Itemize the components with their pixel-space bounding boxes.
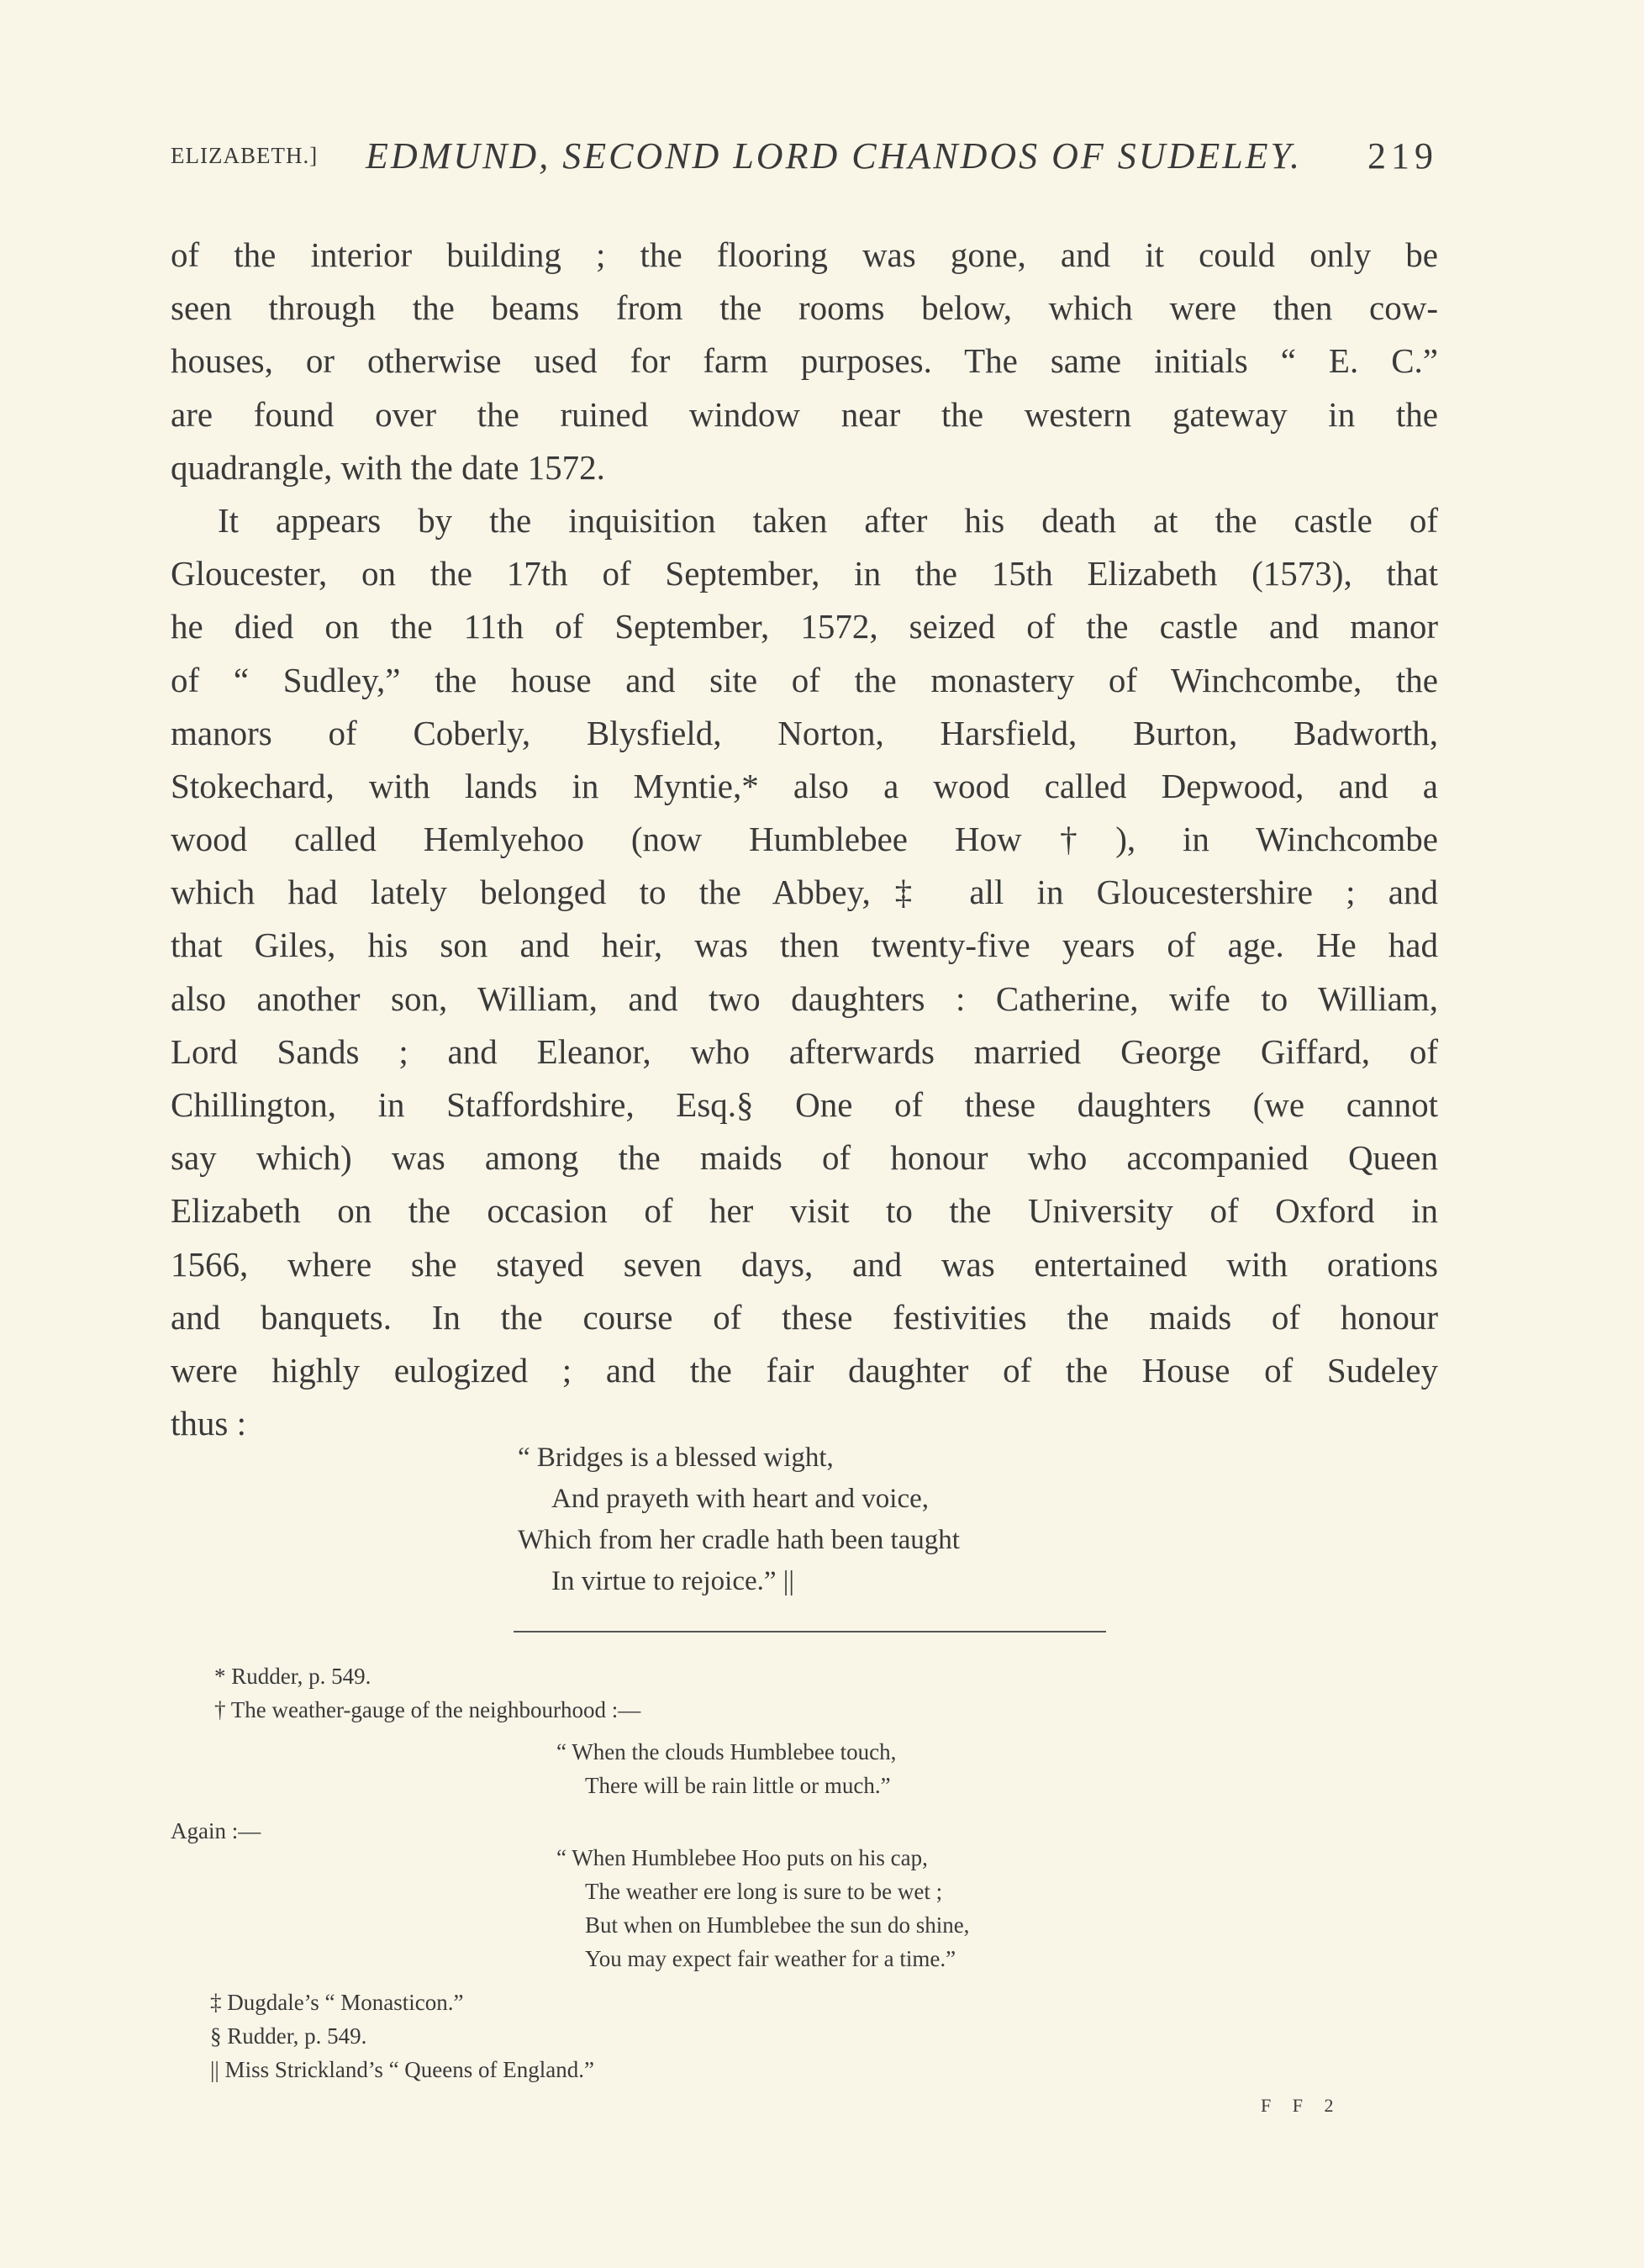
body-line: seen through the beams from the rooms below, which were then cow- — [171, 288, 1438, 328]
signature-mark: F F 2 — [1261, 2095, 1342, 2116]
verse-line: And prayeth with heart and voice, — [551, 1484, 930, 1514]
footnote-verse-1 — [556, 1735, 896, 1802]
verse-line: “ Bridges is a blessed wight, — [518, 1443, 834, 1473]
footnote: ‡ Dugdale’s “ Monasticon.” — [210, 1990, 464, 2015]
body-line: that Giles, his son and heir, was then twenty-five years of age. He had — [171, 926, 1438, 965]
body-line: manors of Coberly, Blysfield, Norton, Harsfield, Burton, Badworth, — [171, 713, 1438, 752]
body-line: Chillington, in Staffordshire, Esq.§ One of these daughters (we cannot — [171, 1085, 1438, 1124]
body-line: of “ Sudley,” the house and site of the monastery of Winchcombe, the — [171, 660, 1438, 699]
body-line: Lord Sands ; and Eleanor, who afterwards married George Giffard, of — [171, 1031, 1438, 1071]
body-line: which had lately belonged to the Abbey,‡ all in Gloucestershire ; and — [171, 873, 1438, 912]
page-number: 219 — [1367, 135, 1438, 177]
body-line: say which) was among the maids of honour who accompanied Queen — [171, 1138, 1438, 1178]
footnotes-bottom — [210, 1986, 594, 2086]
body-line: It appears by the inquisition taken after his death at the castle of — [218, 500, 1438, 540]
verse-line: In virtue to rejoice.” || — [551, 1566, 795, 1596]
body-line: Gloucester, on the 17th of September, in the 15th Elizabeth (1573), that — [171, 554, 1438, 593]
body-line: houses, or otherwise used for farm purposes. The same initials “ E. C.” — [171, 341, 1438, 381]
footnote-again: Again :— — [171, 1818, 261, 1843]
body-line: wood called Hemlyehoo (now Humblebee How†), in Winchcombe — [171, 820, 1438, 859]
footnote-verse-2 — [556, 1841, 969, 1975]
footnote: § Rudder, p. 549. — [210, 2023, 367, 2049]
body-line: also another son, William, and two daughters : Catherine, wife to William, — [171, 978, 1438, 1018]
verse-line: But when on Humblebee the sun do shine, — [585, 1912, 970, 1938]
quoted-verse — [518, 1437, 960, 1602]
footnote: * Rudder, p. 549. — [214, 1664, 371, 1689]
body-line: were highly eulogized ; and the fair daughter of the House of Sudeley — [171, 1350, 1438, 1390]
running-head-title: EDMUND, SECOND LORD CHANDOS OF SUDELEY. — [366, 135, 1302, 177]
body-line: quadrangle, with the date 1572. — [171, 447, 605, 487]
body-line: thus : — [171, 1404, 246, 1443]
body-line: are found over the ruined window near the western gateway in the — [171, 394, 1438, 434]
body-line: he died on the 11th of September, 1572, seized of the castle and manor — [171, 607, 1438, 646]
footnotes-top — [214, 1659, 640, 1727]
verse-line: The weather ere long is sure to be wet ; — [585, 1879, 943, 1904]
body-line: Stokechard, with lands in Myntie,* also a wood called Depwood, and a — [171, 766, 1438, 805]
body-text — [171, 229, 1438, 1450]
footnote: || Miss Strickland’s “ Queens of England.” — [210, 2057, 594, 2082]
footnote-divider — [514, 1631, 1106, 1632]
body-line: of the interior building ; the flooring was gone, and it could only be — [171, 235, 1438, 274]
footnote: † The weather-gauge of the neighbourhood :— — [214, 1697, 641, 1722]
body-line: 1566, where she stayed seven days, and was entertained with orations — [171, 1244, 1438, 1284]
body-line: Elizabeth on the occasion of her visit to the University of Oxford in — [171, 1191, 1438, 1231]
running-header — [171, 134, 1438, 185]
verse-line: You may expect fair weather for a time.” — [585, 1946, 956, 1971]
running-head-reign: ELIZABETH.] — [171, 143, 319, 168]
verse-line: “ When the clouds Humblebee touch, — [556, 1739, 897, 1764]
verse-line: There will be rain little or much.” — [585, 1773, 891, 1798]
verse-line: Which from her cradle hath been taught — [518, 1525, 960, 1555]
verse-line: “ When Humblebee Hoo puts on his cap, — [556, 1845, 928, 1870]
body-line: and banquets. In the course of these festivities the maids of honour — [171, 1297, 1438, 1337]
